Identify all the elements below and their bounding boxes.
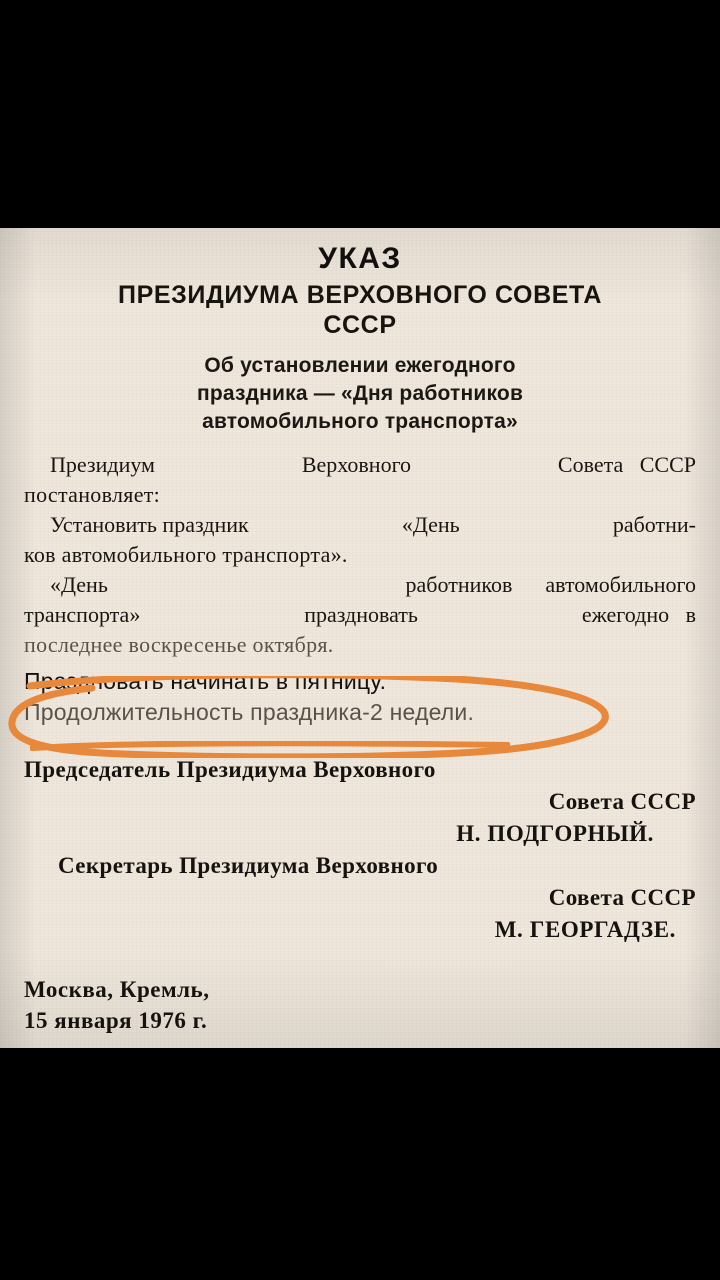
signature-block — [24, 754, 696, 946]
body-line — [24, 570, 696, 600]
body-line — [24, 510, 696, 540]
body-line — [24, 600, 696, 630]
body-fragment: Президиум — [50, 452, 155, 477]
signatory-role-line: Совета СССР — [548, 885, 696, 910]
body-line: постановляет: — [24, 482, 161, 507]
body-line: последнее воскресенье октября. — [24, 632, 334, 657]
date-line: 15 января 1976 г. — [24, 1008, 208, 1033]
body-fragment: «День — [50, 572, 108, 597]
body-fragment: праздновать — [304, 602, 418, 627]
body-fragment: Совета СССР — [557, 452, 696, 477]
document-subtitle-line-1: ПРЕЗИДИУМА ВЕРХОВНОГО СОВЕТА — [118, 281, 602, 309]
body-fragment: ежегодно в — [581, 602, 696, 627]
decree-document — [0, 228, 720, 1036]
document-heading-line-1: Об установлении ежегодного — [204, 354, 516, 377]
body-fragment: работников автомобильного — [405, 572, 696, 597]
signatory-role-line: Совета СССР — [548, 789, 696, 814]
body-text — [24, 450, 696, 660]
body-fragment: Верховного — [301, 452, 412, 477]
body-line: ков автомобильного транспорта». — [24, 542, 348, 567]
document-heading-line-3: автомобильного транспорта» — [202, 410, 518, 433]
signatory-name: М. ГЕОРГАДЗЕ. — [494, 917, 676, 942]
body-fragment: работни- — [612, 512, 696, 537]
body-fragment: Установить праздник — [50, 512, 249, 537]
place-line: Москва, Кремль, — [24, 977, 210, 1002]
signatory-name: Н. ПОДГОРНЫЙ. — [456, 821, 654, 846]
document-title: УКАЗ — [318, 242, 402, 275]
document-heading-line-2: праздника — «Дня работников — [196, 382, 524, 405]
body-line — [24, 450, 696, 480]
signatory-role-line: Председатель Президиума Верховного — [24, 757, 436, 782]
handwritten-annotation-text — [24, 666, 696, 728]
body-fragment: транспорта» — [24, 602, 141, 627]
body-fragment: «День — [401, 512, 460, 537]
annotation-line-1: Праздновать начинать в пятницу. — [24, 668, 387, 694]
document-subtitle-line-2: СССР — [323, 311, 397, 339]
signatory-role-line: Секретарь Президиума Верховного — [58, 853, 439, 878]
annotation-line-2: Продолжительность праздника-2 недели. — [24, 699, 475, 725]
newspaper-clipping — [0, 228, 720, 1048]
